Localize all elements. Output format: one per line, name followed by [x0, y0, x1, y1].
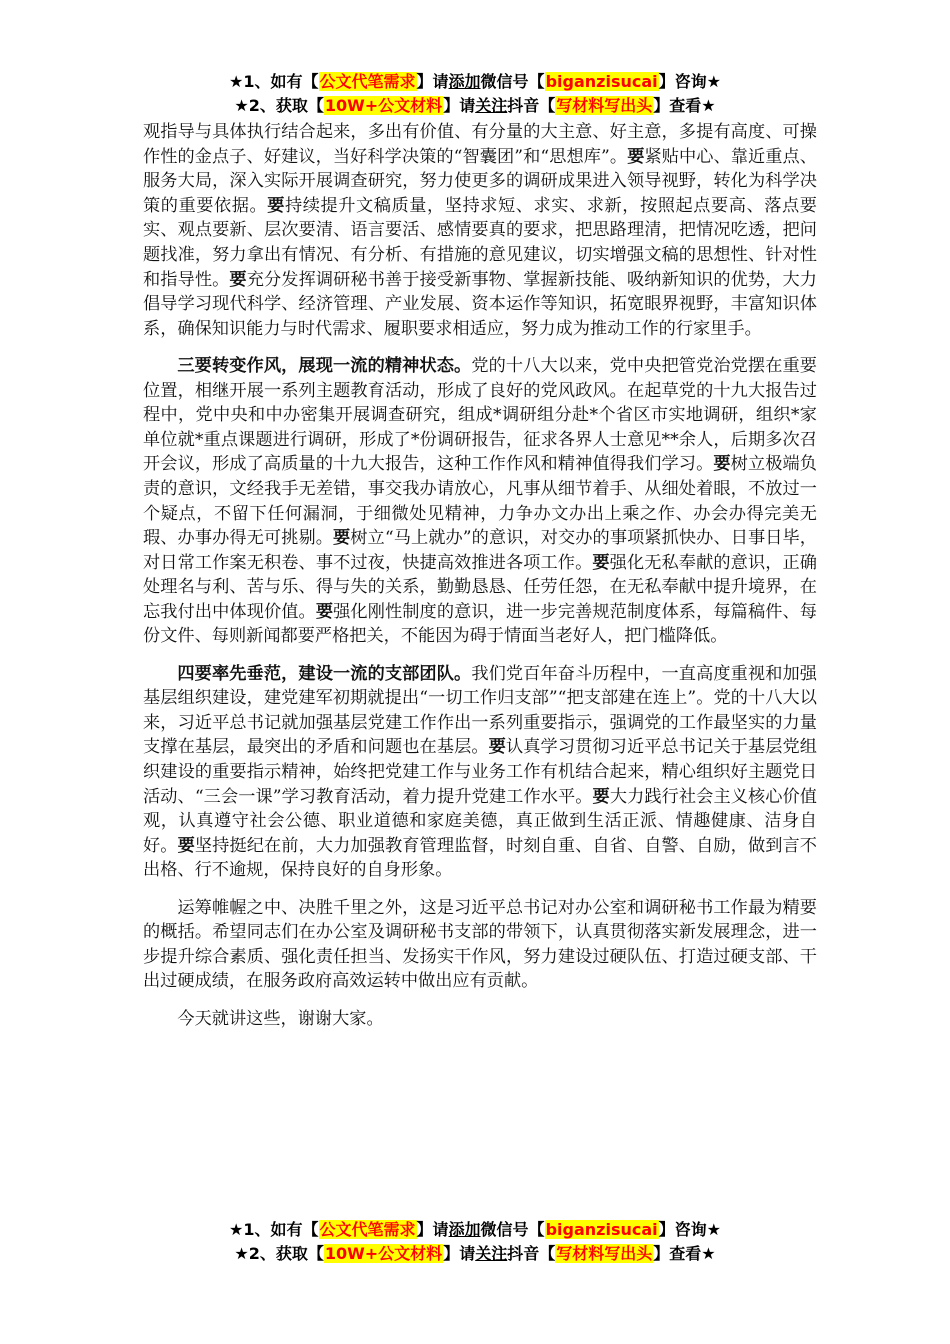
section-heading: 四要率先垂范，建设一流的支部团队。 [177, 663, 472, 684]
ad-banner-bottom [0, 1218, 950, 1266]
paragraph-closing: 今天就讲这些，谢谢大家。 [177, 1008, 384, 1029]
highlight-materials: 10W+公文材料 [324, 1244, 443, 1263]
highlight-wechat-id: biganzisucai [545, 1220, 658, 1239]
paragraph-conclusion: 运筹帷幄之中、决胜千里之外，这是习近平总书记对办公室和调研秘书工作最为精要的概括。希望同志们在办公室及调研秘书支部的带领下，认真贯彻落实新发展理念，进一步提升综合素质、强化责任担当、发扬实干作风，努力建设过硬队伍、打造过硬支部、干出过硬成绩，在服务政府高效运转中做出应有贡献。 [143, 897, 817, 992]
highlight-materials: 10W+公文材料 [324, 96, 443, 115]
highlight-douyin: 写材料写出头 [556, 96, 653, 115]
banner-line-1: ★1、如有【公文代笔需求】请添加微信号【biganzisucai】咨询★ [229, 1220, 721, 1239]
paragraph-section-4: 四要率先垂范，建设一流的支部团队。我们党百年奋斗历程中，一直高度重视和加强基层组织建设，建党建军初期就提出“一切工作归支部”“把支部建在连上”。党的十八大以来，习近平总书记就加强基层党建工作作出一系列重要指示，强调党的工作最坚实的力量支撑在基层，最突出的矛盾和问题也在基层。要认真学习贯彻习近平总书记关于基层党组织建设的重要指示精神，始终把党建工作与业务工作有机结合起来，精心组织好主题党日活动、“三会一课”学习教育活动，着力提升党建工作水平。要大力践行社会主义核心价值观，认真遵守社会公德、职业道德和家庭美德，真正做到生活正派、情趣健康、洁身自好。要坚持挺纪在前，大力加强教育管理监督，时刻自重、自省、自警、自励，做到言不出格、行不逾规，保持良好的自身形象。 [143, 663, 817, 881]
highlight-service: 公文代笔需求 [319, 1220, 416, 1239]
banner-line-2: ★2、获取【10W+公文材料】请关注抖音【写材料写出头】查看★ [234, 96, 716, 115]
paragraph-continued: 观指导与具体执行结合起来，多出有价值、有分量的大主意、好主意，多提有高度、可操作性的金点子、好建议，当好科学决策的“智囊团”和“思想库”。要紧贴中心、靠近重点、服务大局，深入实际开展调查研究，努力使更多的调研成果进入领导视野，转化为科学决策的重要依据。要持续提升文稿质量，坚持求短、求实、求新，按照起点要高、落点要实、观点要新、层次要清、语言要活、感情要真的要求，把思路理清，把情况吃透，把问题找准，努力拿出有情况、有分析、有措施的意见建议，切实增强文稿的思想性、针对性和指导性。要充分发挥调研秘书善于接受新事物、掌握新技能、吸纳新知识的优势，大力倡导学习现代科学、经济管理、产业发展、资本运作等知识，拓宽眼界视野，丰富知识体系，确保知识能力与时代需求、履职要求相适应，努力成为推动工作的行家里手。 [143, 122, 817, 339]
ad-banner-top [0, 70, 950, 118]
banner-line-1: ★1、如有【公文代笔需求】请添加微信号【biganzisucai】咨询★ [229, 72, 721, 91]
banner-line-2: ★2、获取【10W+公文材料】请关注抖音【写材料写出头】查看★ [234, 1244, 716, 1263]
section-heading: 三要转变作风，展现一流的精神状态。 [177, 355, 472, 376]
highlight-wechat-id: biganzisucai [545, 72, 658, 91]
paragraph-section-3: 三要转变作风，展现一流的精神状态。党的十八大以来，党中央把管党治党摆在重要位置，相继开展一系列主题教育活动，形成了良好的党风政风。在起草党的十九大报告过程中，党中央和中办密集开展调查研究，组成*调研组分赴*个省区市实地调研，组织*家单位就*重点课题进行调研，形成了*份调研报告，征求各界人士意见**余人，后期多次召开会议，形成了高质量的十九大报告，这种工作作风和精神值得我们学习。要树立极端负责的意识，文经我手无差错，事交我办请放心，凡事从细节着手、从细处着眼，不放过一个疑点，不留下任何漏洞，于细微处见精神，力争办文办出上乘之作、办会办得完美无瑕、办事办得无可挑剔。要树立“马上就办”的意识，对交办的事项紧抓快办、日事日毕，对日常工作案无积卷、事不过夜，快捷高效推进各项工作。要强化无私奉献的意识，正确处理名与利、苦与乐、得与失的关系，勤勤恳恳、任劳任怨，在无私奉献中提升境界，在忘我付出中体现价值。要强化刚性制度的意识，进一步完善规范制度体系，每篇稿件、每份文件、每则新闻都要严格把关，不能因为碍于情面当老好人，把门槛降低。 [143, 355, 817, 647]
highlight-douyin: 写材料写出头 [556, 1244, 653, 1263]
highlight-service: 公文代笔需求 [319, 72, 416, 91]
document-body [143, 120, 817, 1044]
